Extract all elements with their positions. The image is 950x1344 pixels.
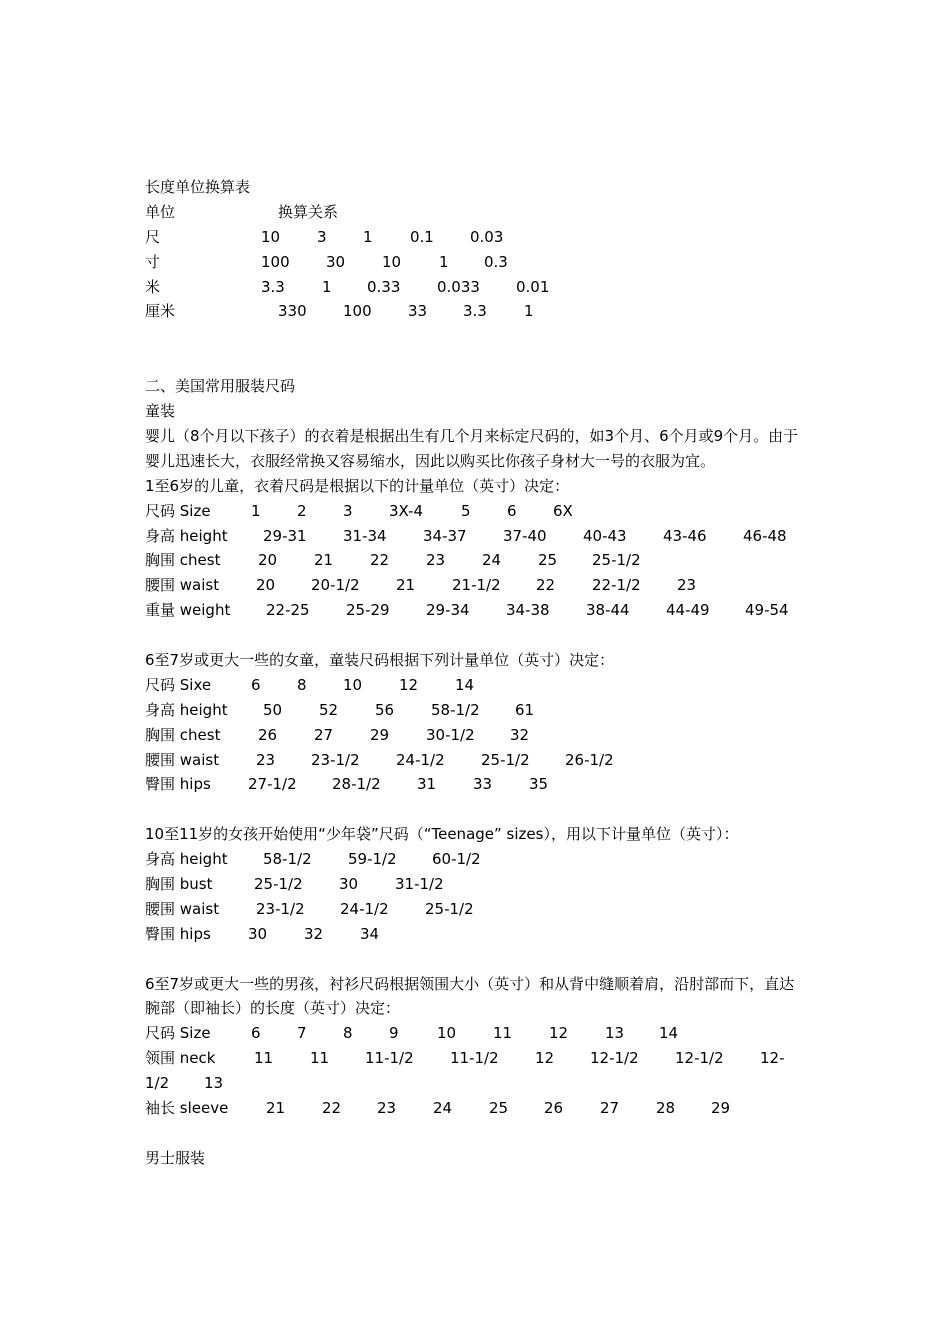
row-label: 腰围 waist (145, 576, 220, 595)
table3-intro: 10至11岁的女孩开始使用“少年袋”尺码（“Teenage” sizes），用以下计量单位（英寸）： (145, 825, 739, 844)
unit-value: 330 (278, 302, 307, 321)
size-cell: 12 (399, 675, 419, 694)
size-cell: 12 (535, 1049, 555, 1068)
table2-row (145, 772, 815, 797)
size-cell: 29 (370, 725, 390, 744)
row-label: 臀围 hips (145, 775, 211, 794)
row-label: 腰围 waist (145, 899, 220, 918)
size-cell: 22-1/2 (592, 576, 641, 595)
table2-row (145, 673, 815, 698)
size-cell: 23 (377, 1099, 397, 1118)
size-cell: 20 (258, 551, 278, 570)
table4-neck-row-wrap (145, 1071, 815, 1096)
table3-row (145, 847, 815, 872)
row-label: 腰围 waist (145, 750, 220, 769)
size-cell: 26 (544, 1099, 564, 1118)
row-label: 身高 height (145, 700, 228, 719)
row-label: 尺码 Size (145, 501, 211, 520)
size-cell: 11 (493, 1024, 513, 1043)
size-cell: 10 (437, 1024, 457, 1043)
size-cell: 24 (482, 551, 502, 570)
unit-value: 33 (408, 302, 428, 321)
table4-intro: 6至7岁或更大一些的男孩，衬衫尺码根据领围大小（英寸）和从背中缝顺着肩，沿肘部而下，直达腕部（即袖长）的长度（英寸）决定： (145, 974, 795, 1018)
size-cell: 32 (510, 725, 530, 744)
unit-value: 10 (261, 227, 281, 246)
size-cell: 40-43 (583, 526, 627, 545)
unit-row-cun (145, 250, 815, 275)
table1-intro: 1至6岁的儿童，衣着尺码是根据以下的计量单位（英寸）决定： (145, 476, 570, 495)
size-cell: 28 (656, 1099, 676, 1118)
table1-row (145, 524, 815, 549)
row-label: 领围 neck (145, 1049, 216, 1068)
size-cell: 33 (473, 775, 493, 794)
row-label: 尺码 Sixe (145, 675, 212, 694)
table4-size-row (145, 1021, 815, 1046)
size-cell: 21 (266, 1099, 286, 1118)
size-cell: 24 (433, 1099, 453, 1118)
size-cell: 25-1/2 (254, 874, 303, 893)
size-cell: 14 (455, 675, 475, 694)
size-cell: 1 (251, 501, 261, 520)
size-cell: 34-37 (423, 526, 467, 545)
mens-heading: 男士服装 (145, 1148, 206, 1167)
size-cell: 21 (314, 551, 334, 570)
document-page (145, 175, 815, 1171)
table1-row (145, 499, 815, 524)
size-cell: 6X (553, 501, 573, 520)
unit-value: 0.3 (484, 252, 508, 271)
size-cell: 23-1/2 (256, 899, 305, 918)
table4-sleeve-row (145, 1096, 815, 1121)
size-cell: 13 (204, 1074, 224, 1093)
size-cell: 23 (256, 750, 276, 769)
size-cell: 32 (304, 924, 324, 943)
table1-row (145, 598, 815, 623)
unit-value: 30 (326, 252, 346, 271)
size-cell: 7 (297, 1024, 307, 1043)
unit-label: 厘米 (145, 302, 176, 321)
size-cell: 22 (370, 551, 390, 570)
size-cell: 59-1/2 (348, 850, 397, 869)
size-cell: 12- (760, 1049, 785, 1068)
size-cell: 34 (360, 924, 380, 943)
size-cell: 10 (343, 675, 363, 694)
section2-heading: 二、美国常用服装尺码 (145, 377, 296, 396)
unit-row-chi (145, 225, 815, 250)
unit-value: 0.01 (516, 277, 550, 296)
unit-value: 0.1 (410, 227, 434, 246)
header-unit: 单位 (145, 202, 176, 221)
size-cell: 43-46 (663, 526, 707, 545)
size-cell: 6 (507, 501, 517, 520)
size-cell: 31-1/2 (395, 874, 444, 893)
table1-row (145, 573, 815, 598)
row-label: 胸围 bust (145, 874, 213, 893)
size-cell: 29 (711, 1099, 731, 1118)
unit-value: 1 (363, 227, 373, 246)
unit-value: 3.3 (463, 302, 487, 321)
size-cell: 3 (343, 501, 353, 520)
size-cell: 29-31 (263, 526, 307, 545)
size-cell: 38-44 (586, 601, 630, 620)
infant-paragraph: 婴儿（8个月以下孩子）的衣着是根据出生有几个月来标定尺码的，如3个月、6个月或9个月。由于婴儿迅速长大，衣服经常换又容易缩水，因此以购买比你孩子身材大一号的衣服为宜。 (145, 426, 799, 470)
size-cell: 11 (254, 1049, 274, 1068)
row-label: 身高 height (145, 526, 228, 545)
unit-table-header (145, 200, 815, 225)
size-cell: 52 (319, 700, 339, 719)
unit-value: 0.03 (470, 227, 504, 246)
table4-neck-row (145, 1046, 815, 1071)
table2-intro: 6至7岁或更大一些的女童，童装尺码根据下列计量单位（英寸）决定： (145, 650, 615, 669)
size-cell: 56 (375, 700, 395, 719)
unit-value: 3 (317, 227, 327, 246)
unit-label: 寸 (145, 252, 161, 271)
row-label: 胸围 chest (145, 725, 221, 744)
size-cell: 24-1/2 (396, 750, 445, 769)
size-cell: 30 (339, 874, 359, 893)
row-label: 重量 weight (145, 601, 231, 620)
size-cell: 60-1/2 (432, 850, 481, 869)
size-cell: 31 (417, 775, 437, 794)
table1-row (145, 548, 815, 573)
size-cell: 14 (659, 1024, 679, 1043)
unit-value: 1 (439, 252, 449, 271)
unit-row-limi (145, 299, 815, 324)
table3-row (145, 897, 815, 922)
size-cell: 27 (600, 1099, 620, 1118)
size-cell: 37-40 (503, 526, 547, 545)
size-cell: 30-1/2 (426, 725, 475, 744)
unit-value: 0.033 (437, 277, 480, 296)
size-cell: 20 (256, 576, 276, 595)
unit-label: 米 (145, 277, 161, 296)
size-cell: 61 (515, 700, 535, 719)
size-cell: 11 (310, 1049, 330, 1068)
table2-row (145, 723, 815, 748)
size-cell: 12-1/2 (590, 1049, 639, 1068)
size-cell: 31-34 (343, 526, 387, 545)
size-cell: 12-1/2 (675, 1049, 724, 1068)
size-cell: 35 (529, 775, 549, 794)
size-cell: 2 (297, 501, 307, 520)
size-cell: 28-1/2 (332, 775, 381, 794)
row-label: 身高 height (145, 850, 228, 869)
size-cell: 23 (426, 551, 446, 570)
row-label: 尺码 Size (145, 1024, 211, 1043)
size-cell: 25-29 (346, 601, 390, 620)
size-cell: 13 (605, 1024, 625, 1043)
row-label: 袖长 sleeve (145, 1099, 229, 1118)
size-cell: 20-1/2 (311, 576, 360, 595)
size-cell: 25-1/2 (592, 551, 641, 570)
size-cell: 46-48 (743, 526, 787, 545)
size-cell: 6 (251, 675, 261, 694)
unit-table-title: 长度单位换算表 (145, 178, 251, 196)
size-cell: 5 (461, 501, 471, 520)
size-cell: 44-49 (666, 601, 710, 620)
size-cell: 49-54 (745, 601, 789, 620)
table3-row (145, 872, 815, 897)
table2-row (145, 748, 815, 773)
size-cell: 6 (251, 1024, 261, 1043)
size-cell: 21-1/2 (452, 576, 501, 595)
size-cell: 9 (389, 1024, 399, 1043)
size-cell: 1/2 (145, 1074, 170, 1093)
size-cell: 25 (489, 1099, 509, 1118)
unit-value: 3.3 (261, 277, 285, 296)
size-cell: 30 (248, 924, 268, 943)
size-cell: 11-1/2 (365, 1049, 414, 1068)
size-cell: 27 (314, 725, 334, 744)
unit-value: 100 (261, 252, 290, 271)
header-relation: 换算关系 (278, 202, 339, 221)
size-cell: 25-1/2 (425, 899, 474, 918)
size-cell: 26 (258, 725, 278, 744)
size-cell: 8 (297, 675, 307, 694)
unit-value: 100 (343, 302, 372, 321)
kids-heading: 童装 (145, 402, 176, 421)
size-cell: 23-1/2 (311, 750, 360, 769)
size-cell: 25-1/2 (481, 750, 530, 769)
size-cell: 58-1/2 (431, 700, 480, 719)
row-label: 臀围 hips (145, 924, 211, 943)
unit-value: 0.33 (367, 277, 401, 296)
size-cell: 12 (549, 1024, 569, 1043)
size-cell: 29-34 (426, 601, 470, 620)
table3-row (145, 922, 815, 947)
size-cell: 22 (322, 1099, 342, 1118)
size-cell: 34-38 (506, 601, 550, 620)
size-cell: 3X-4 (389, 501, 424, 520)
unit-value: 1 (322, 277, 332, 296)
size-cell: 50 (263, 700, 283, 719)
size-cell: 21 (396, 576, 416, 595)
unit-value: 10 (382, 252, 402, 271)
size-cell: 26-1/2 (565, 750, 614, 769)
size-cell: 11-1/2 (450, 1049, 499, 1068)
size-cell: 27-1/2 (248, 775, 297, 794)
table2-row (145, 698, 815, 723)
size-cell: 24-1/2 (340, 899, 389, 918)
size-cell: 23 (677, 576, 697, 595)
size-cell: 22 (536, 576, 556, 595)
size-cell: 58-1/2 (263, 850, 312, 869)
unit-row-mi (145, 275, 815, 300)
unit-label: 尺 (145, 227, 161, 246)
unit-value: 1 (524, 302, 534, 321)
size-cell: 25 (538, 551, 558, 570)
size-cell: 8 (343, 1024, 353, 1043)
size-cell: 22-25 (266, 601, 310, 620)
row-label: 胸围 chest (145, 551, 221, 570)
